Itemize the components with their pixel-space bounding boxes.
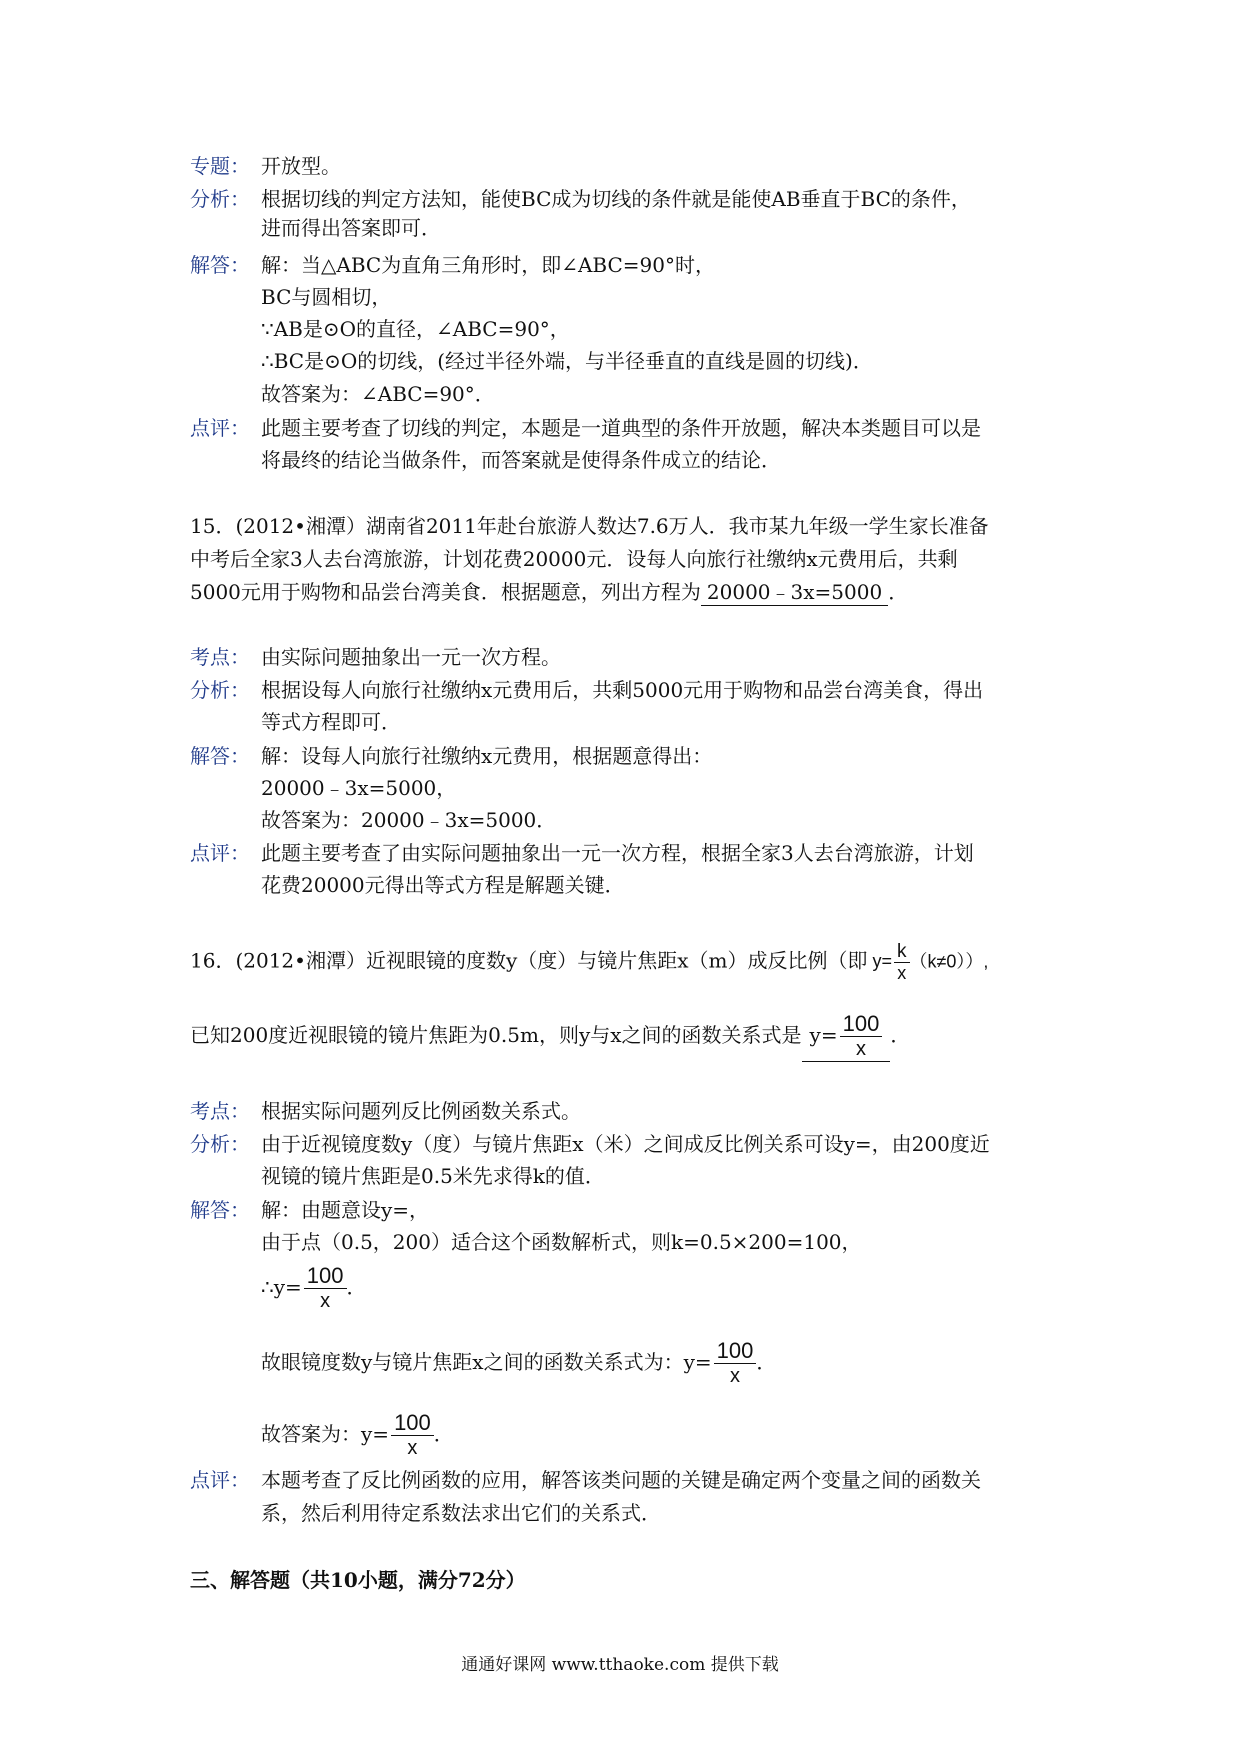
label-analysis: 分析： [190, 1132, 250, 1156]
label-comment: 点评： [190, 1468, 250, 1492]
q16-formula-k [868, 941, 910, 983]
q15-line-1: 15．(2012•湘潭）湖南省2011年赴台旅游人数达7.6万人．我市某九年级一学生家长准备 [190, 514, 989, 538]
fraction [304, 1264, 347, 1313]
q15-line-3 [190, 578, 908, 606]
fraction [391, 1411, 434, 1460]
q16-answer-3-end: ． [346, 1275, 367, 1299]
q16-answer-3-text: ∴y= [261, 1275, 302, 1299]
q15-answer-2: 20000﹣3x=5000， [261, 776, 457, 800]
fraction-denominator: x [897, 963, 907, 983]
fraction-denominator: x [855, 1038, 866, 1060]
q16-comment-1: 本题考查了反比例函数的应用，解答该类问题的关键是确定两个变量之间的函数关 [261, 1468, 981, 1492]
q16-answer-4 [261, 1339, 776, 1388]
label-comment: 点评： [190, 416, 250, 440]
label-answer: 解答： [190, 1198, 250, 1222]
fraction [894, 942, 910, 983]
label-answer: 解答： [190, 744, 250, 768]
q15-kaodian: 由实际问题抽象出一元一次方程。 [261, 645, 561, 669]
q15-comment-2: 花费20000元得出等式方程是解题关键． [261, 873, 625, 897]
q16-answer-4-end: ． [756, 1350, 777, 1374]
fraction [714, 1339, 757, 1388]
q15-answer-3: 故答案为：20000﹣3x=5000． [261, 808, 557, 832]
q16-line-2-end: ． [890, 1023, 911, 1047]
s14-comment-1: 此题主要考查了切线的判定，本题是一道典型的条件开放题，解决本类题目可以是 [261, 416, 981, 440]
fraction-denominator: x [730, 1365, 740, 1387]
s14-analysis-2: 进而得出答案即可． [261, 216, 441, 240]
q16-analysis-1: 由于近视镜度数y（度）与镜片焦距x（米）之间成反比例关系可设y=，由200度近 [261, 1132, 990, 1156]
section-heading: 三、解答题（共10小题，满分72分） [190, 1568, 526, 1592]
q16-line-1 [190, 942, 988, 983]
q16-answer-2: 由于点（0.5，200）适合这个函数解析式，则k=0.5×200=100， [261, 1230, 862, 1254]
label-topic: 专题： [190, 154, 250, 178]
q15-line-2: 中考后全家3人去台湾旅游，计划花费20000元．设每人向旅行社缴纳x元费用后，共剩 [190, 547, 958, 571]
fraction-denominator: x [320, 1290, 331, 1312]
q16-line-1-text: 16．(2012•湘潭）近视眼镜的度数y（度）与镜片焦距x（m）成反比例（即 [190, 948, 868, 973]
q15-analysis-1: 根据设每人向旅行社缴纳x元费用后，共剩5000元用于购物和品尝台湾美食，得出 [261, 678, 984, 702]
label-answer: 解答： [190, 253, 250, 277]
q15-answer-blank: 20000﹣3x=5000 [701, 579, 888, 606]
s14-answer-4: ∴BC是⊙O的切线，(经过半径外端，与半径垂直的直线是圆的切线)． [261, 349, 873, 373]
s14-answer-1: 解：当△ABC为直角三角形时，即∠ABC=90°时， [261, 253, 715, 277]
q16-kaodian: 根据实际问题列反比例函数关系式。 [261, 1099, 581, 1123]
q16-answer-3 [261, 1264, 367, 1313]
label-analysis: 分析： [190, 678, 250, 702]
page-footer: 通通好课网 www.tthaoke.com 提供下载 [461, 1655, 779, 1675]
label-comment: 点评： [190, 841, 250, 865]
q16-answer-5-end: ． [433, 1422, 454, 1446]
fraction-numerator: 100 [714, 1339, 757, 1364]
q15-comment-1: 此题主要考查了由实际问题抽象出一元一次方程，根据全家3人去台湾旅游，计划 [261, 841, 974, 865]
q16-line-1-end: （k≠0））, [909, 951, 989, 972]
s14-answer-5: 故答案为：∠ABC=90°． [261, 382, 495, 406]
q15-line-3-end: ． [888, 580, 909, 604]
label-kaodian: 考点： [190, 1099, 250, 1123]
fraction-numerator: 100 [840, 1012, 883, 1037]
q15-answer-1: 解：设每人向旅行社缴纳x元费用，根据题意得出： [261, 744, 713, 768]
q16-analysis-2: 视镜的镜片焦距是0.5米先求得k的值． [261, 1164, 605, 1188]
q16-formula-k-y: y= [872, 951, 893, 972]
fraction-denominator: x [407, 1437, 418, 1459]
q15-analysis-2: 等式方程即可． [261, 710, 401, 734]
label-kaodian: 考点： [190, 645, 250, 669]
fraction-numerator: k [894, 942, 910, 963]
q16-line-2 [190, 1012, 910, 1062]
s14-comment-2: 将最终的结论当做条件，而答案就是使得条件成立的结论． [261, 448, 781, 472]
q16-line-2-text: 已知200度近视眼镜的镜片焦距为0.5m，则y与x之间的函数关系式是 [190, 1023, 802, 1047]
q16-answer-1: 解：由题意设y=， [261, 1198, 430, 1222]
fraction-numerator: 100 [391, 1411, 434, 1436]
s14-answer-2: BC与圆相切， [261, 285, 392, 309]
fraction [840, 1012, 883, 1061]
q16-answer-5 [261, 1411, 454, 1460]
q16-answer-y: y= [809, 1023, 838, 1047]
q15-line-3-text: 5000元用于购物和品尝台湾美食．根据题意，列出方程为 [190, 580, 701, 604]
q16-answer-5-text: 故答案为：y= [261, 1422, 390, 1446]
label-analysis: 分析： [190, 187, 250, 211]
s14-answer-3: ∵AB是⊙O的直径，∠ABC=90°， [261, 317, 570, 341]
q16-comment-2: 系，然后利用待定系数法求出它们的关系式． [261, 1501, 661, 1525]
q16-answer-blank [802, 1012, 891, 1062]
s14-analysis-1: 根据切线的判定方法知，能使BC成为切线的条件就是能使AB垂直于BC的条件， [261, 187, 971, 211]
s14-topic: 开放型。 [261, 154, 341, 178]
fraction-numerator: 100 [304, 1264, 347, 1289]
q16-answer-4-text: 故眼镜度数y与镜片焦距x之间的函数关系式为：y= [261, 1350, 712, 1374]
